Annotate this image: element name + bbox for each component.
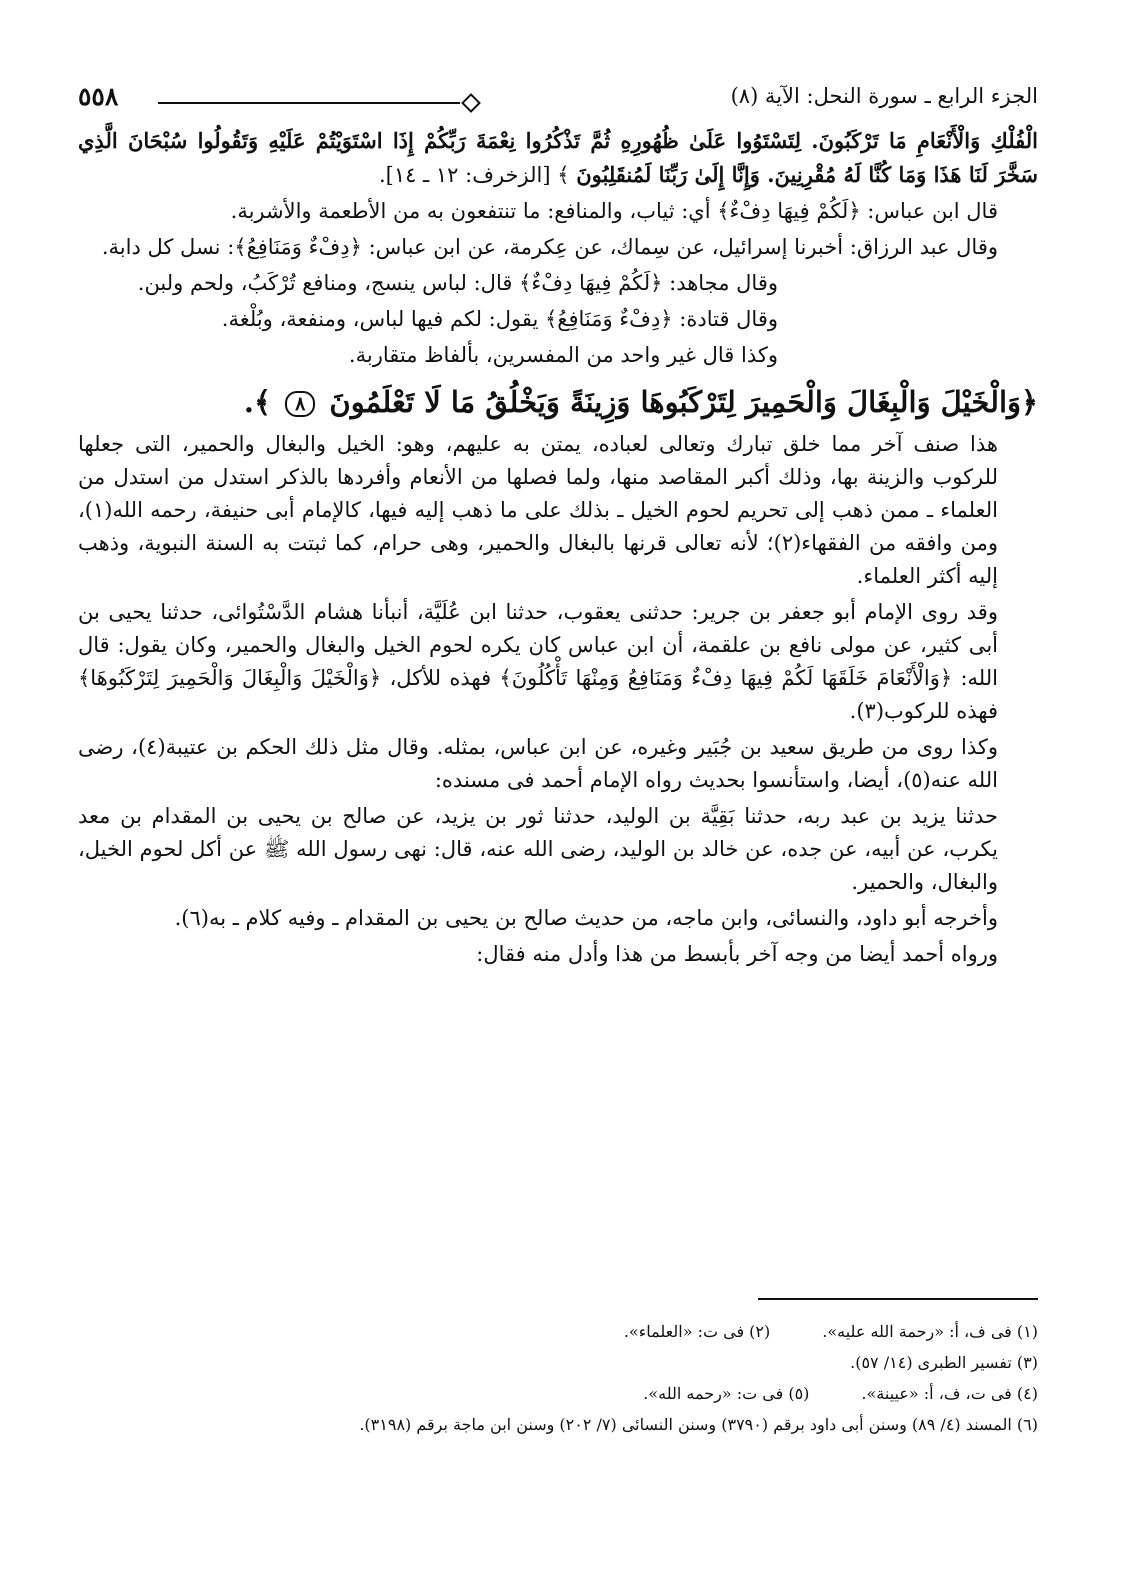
footnote: (٦) المسند (٤/ ٨٩) وسنن أبى داود برقم (٣٧٩٠) وسنن النسائى (٧/ ٢٠٢) وسنن ابن ماجة برقم (٣١٩٨). [359,1415,1038,1434]
commentary-summary: وكذا قال غير واحد من المفسرين، بألفاظ متقاربة. [348,343,778,367]
main-text [78,124,1038,974]
tafsir-paragraph: هذا صنف آخر مما خلق تبارك وتعالى لعباده، يمتن به عليهم، وهو: الخيل والبغال والحمير، التى جعلها للركوب والزينة بها، وذلك أكبر المقاصد منها، ولما فصلها من الأنعام وأفردها بالذكر استدل من استدل من العلماء ـ ممن ذهب إلى تحريم لحوم الخيل ـ بذلك على ما ذهب إليه فيها، كالإمام أبى حنيفة، رحمه الله(١)، ومن وافقه من الفقهاء(٢)؛ لأنه تعالى قرنها بالبغال والحمير، وهى حرام، كما ثبتت به السنة النبوية، وذهب إليه أكثر العلماء. [78,432,999,588]
commentary-ibn-abbas: قال ابن عباس: ﴿لَكُمْ فِيهَا دِفْءٌ﴾ أي: ثياب، والمنافع: ما تنتفعون به من الأطعمة والأشربة. [230,199,998,223]
header-rule [158,96,478,110]
footnote: (٣) تفسير الطبرى (١٤/ ٥٧). [850,1353,1038,1372]
commentary-qatada: وقال قتادة: ﴿دِفْءٌ وَمَنَافِعُ﴾ يقول: لكم فيها لباس، ومنفعة، وبُلْغة. [221,307,778,331]
footnote-row [78,1318,1038,1345]
footnote-row [78,1380,1038,1407]
tafsir-paragraph: وأخرجه أبو داود، والنسائى، وابن ماجه، من حديث صالح بن يحيى بن المقدام ـ وفيه كلام ـ به(٦). [174,906,998,930]
header-ornament-icon [461,93,481,113]
quran-reference: ﴾ [الزخرف: ١٢ ـ ١٤]. [378,163,570,187]
footnote: (٥) فى ت: «رحمه الله». [643,1384,810,1403]
commentary-abdulrazzaq: وقال عبد الرزاق: أخبرنا إسرائيل، عن سِماك، عن عِكرمة، عن ابن عباس: ﴿دِفْءٌ وَمَنَافِعُ﴾: نسل كل دابة. [101,235,998,259]
tafsir-paragraph: حدثنا يزيد بن عبد ربه، حدثنا بَقِيَّة بن الوليد، حدثنا ثور بن يزيد، عن صالح بن يحيى بن المقدام بن معد يكرب، عن أبيه، عن جده، عن خالد بن الوليد، رضى الله عنه، قال: نهى رسول الله ﷺ عن أكل لحوم الخيل، والبغال، والحمير. [78,804,998,894]
footnote: (٢) فى ت: «العلماء». [623,1322,771,1341]
verse-text: ﴿وَالْخَيْلَ وَالْبِغَالَ وَالْحَمِيرَ لِتَرْكَبُوهَا وَزِينَةً وَيَخْلُقُ مَا لَا تَعْلَمُونَ [329,385,1038,419]
footnotes [78,1318,1038,1442]
footnote-divider [758,1298,1038,1300]
quran-quote: الْفُلْكِ وَالْأَنْعَامِ مَا تَرْكَبُونَ. لِتَسْتَوُوا عَلَىٰ ظُهُورِهِ ثُمَّ تَذْكُرُوا نِعْمَةَ رَبِّكُمْ إِذَا اسْتَوَيْتُمْ عَلَيْهِ وَتَقُولُوا سُبْحَانَ الَّذِي سَخَّرَ لَنَا هَذَا وَمَا كُنَّا لَهُ مُقْرِنِينَ. وَإِنَّا إِلَىٰ رَبِّنَا لَمُنقَلِبُونَ [78,128,1038,187]
quran-quote-paragraph [78,124,1038,192]
header-line [158,102,460,104]
verse-close: ﴾. [243,385,271,419]
tafsir-paragraph: وقد روى الإمام أبو جعفر بن جرير: حدثنى يعقوب، حدثنا ابن عُلَيَّة، أنبأنا هشام الدَّسْتُوائى، حدثنا يحيى بن أبى كثير، عن مولى نافع بن علقمة، أن ابن عباس كان يكره لحوم الخيل والبغال والحمير، وكان يقول: قال الله: ﴿وَالْأَنْعَامَ خَلَقَهَا لَكُمْ فِيهَا دِفْءٌ وَمَنَافِعُ وَمِنْهَا تَأْكُلُونَ﴾ فهذه للأكل، ﴿وَالْخَيْلَ وَالْبِغَالَ وَالْحَمِيرَ لِتَرْكَبُوهَا﴾ فهذه للركوب(٣). [78,600,998,723]
tafsir-paragraph: ورواه أحمد أيضا من وجه آخر بأبسط من هذا وأدل منه فقال: [476,942,998,966]
footnote: (١) فى ف، أ: «رحمة الله عليه». [822,1322,1038,1341]
footnote: (٤) فى ت، ف، أ: «عيينة». [861,1384,1038,1403]
page-number: ٥٥٨ [78,82,119,111]
verse-heading [78,380,1038,424]
commentary-mujahid: وقال مجاهد: ﴿لَكُمْ فِيهَا دِفْءٌ﴾ قال: لباس ينسج، ومنافع تُرْكَبُ، ولحم ولبن. [137,271,778,295]
verse-number-badge: ٨ [285,391,315,417]
tafsir-paragraph: وكذا روى من طريق سعيد بن جُبَير وغيره، عن ابن عباس، بمثله. وقال مثل ذلك الحكم بن عتيبة(٤)، رضى الله عنه(٥)، أيضا، واستأنسوا بحديث رواه الإمام أحمد فى مسنده: [78,735,998,792]
page-header [78,82,1038,122]
running-title: الجزء الرابع ـ سورة النحل: الآية (٨) [730,84,1038,108]
